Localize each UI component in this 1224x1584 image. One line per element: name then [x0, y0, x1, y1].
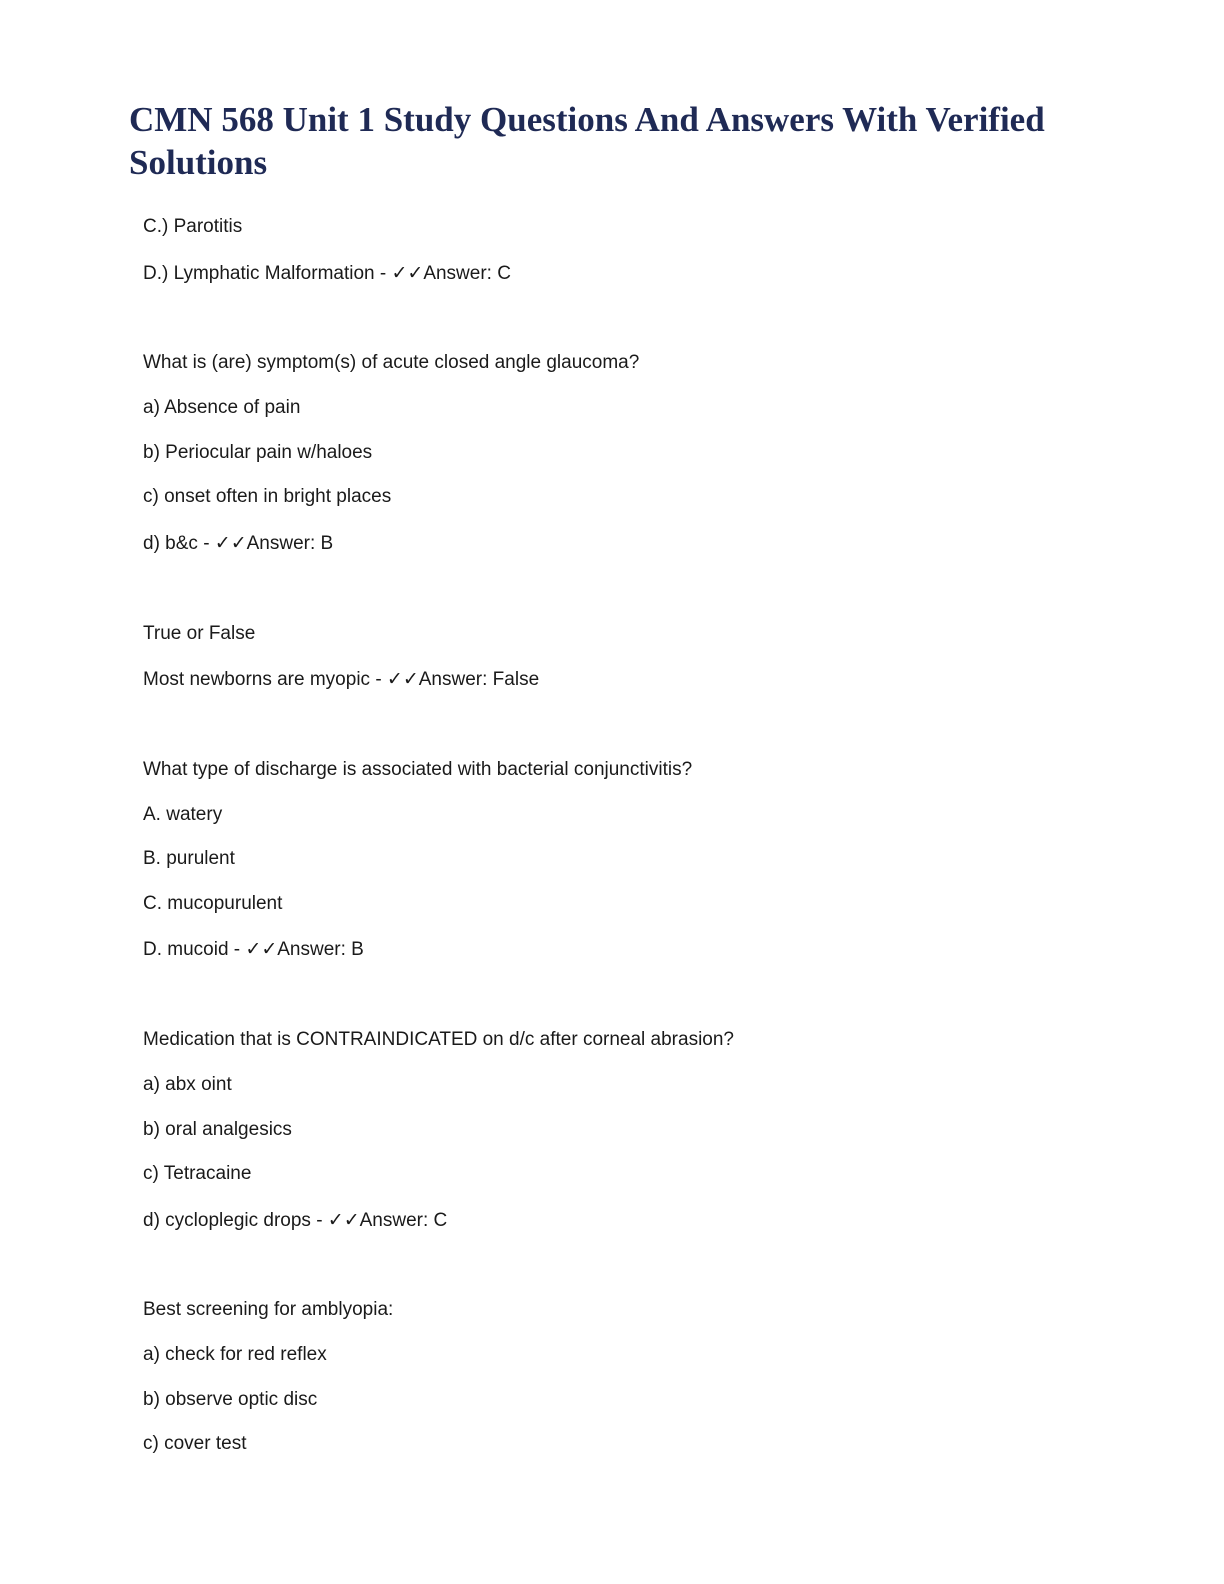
question-text: What is (are) symptom(s) of acute closed angle glaucoma? [143, 352, 640, 373]
answer-option: d) cycloplegic drops - ✓✓Answer: C [143, 1210, 448, 1231]
answer-option: C. mucopurulent [143, 893, 283, 914]
page-title: CMN 568 Unit 1 Study Questions And Answers With Verified Solutions [129, 100, 1045, 182]
text-line: C.) Parotitis [143, 216, 243, 237]
question-text: Best screening for amblyopia: [143, 1299, 394, 1320]
answer-option: D. mucoid - ✓✓Answer: B [143, 939, 364, 960]
answer-option: b) Periocular pain w/haloes [143, 442, 373, 463]
question-text: Medication that is CONTRAINDICATED on d/c after corneal abrasion? [143, 1029, 734, 1050]
answer-option: A. watery [143, 804, 223, 825]
question-text: What type of discharge is associated with bacterial conjunctivitis? [143, 759, 693, 780]
answer-option: c) onset often in bright places [143, 486, 392, 507]
text-line: D.) Lymphatic Malformation - ✓✓Answer: C [143, 263, 511, 284]
answer-option: b) oral analgesics [143, 1119, 292, 1140]
answer-option: c) cover test [143, 1433, 247, 1454]
answer-option: b) observe optic disc [143, 1389, 318, 1410]
answer-option: Most newborns are myopic - ✓✓Answer: False [143, 669, 540, 690]
answer-option: a) abx oint [143, 1074, 232, 1095]
question-text: True or False [143, 623, 256, 644]
answer-option: B. purulent [143, 848, 235, 869]
answer-option: a) Absence of pain [143, 397, 301, 418]
answer-option: d) b&c - ✓✓Answer: B [143, 533, 334, 554]
answer-option: c) Tetracaine [143, 1163, 252, 1184]
answer-option: a) check for red reflex [143, 1344, 327, 1365]
